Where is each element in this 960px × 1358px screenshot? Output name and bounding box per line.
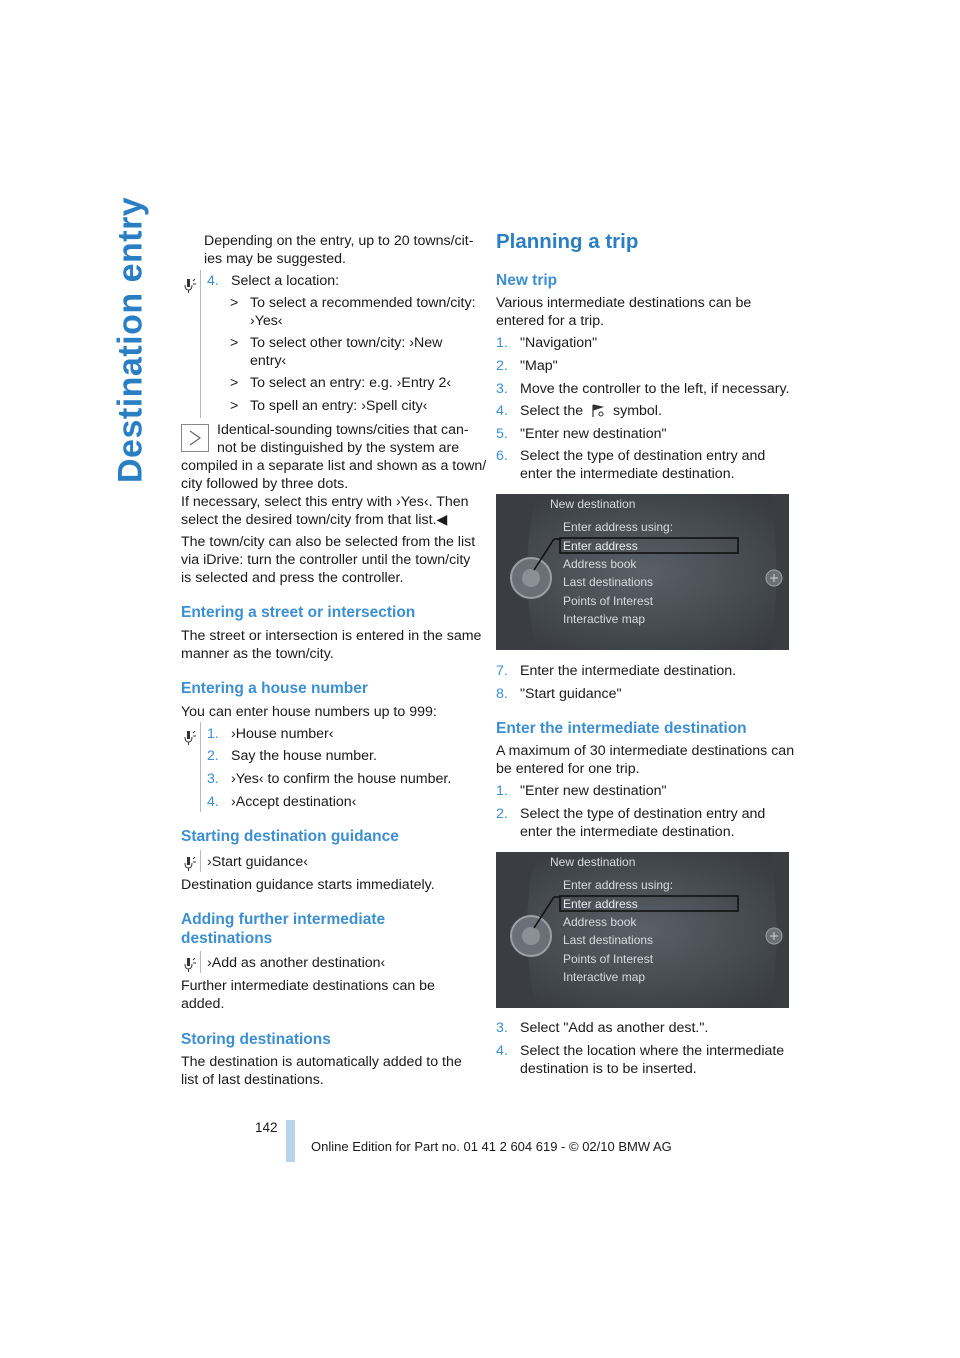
heading-adding: Adding further intermediate — [181, 911, 386, 928]
step-number: 4. — [207, 273, 219, 289]
list-item: 2. Say the house number. — [207, 748, 377, 764]
screen-item-enter-address[interactable]: Enter address — [563, 897, 638, 911]
list-item: 2. "Map" — [496, 358, 558, 374]
bullet-item: > To select a recommended town/city: — [230, 295, 476, 311]
list-item: 2. Select the type of destination entry and — [496, 806, 766, 822]
paragraph-line: The destination is automatically added to the — [181, 1054, 462, 1070]
voice-command-icon — [184, 958, 196, 972]
paragraph-line: via iDrive: turn the controller until the town/city — [181, 552, 471, 568]
heading-new-trip: New trip — [496, 272, 558, 289]
note-line: select the desired town/city from that list.◀ — [181, 512, 448, 528]
heading-street: Entering a street or intersection — [181, 604, 416, 621]
voice-command: ›Start guidance‹ — [207, 854, 308, 870]
list-item: 8. "Start guidance" — [496, 686, 622, 702]
heading-adding-cont: destinations — [181, 930, 273, 947]
voice-block-rule — [200, 722, 201, 812]
paragraph-line: list of last destinations. — [181, 1072, 324, 1088]
screen-frame-graphic — [496, 494, 789, 650]
voice-step-4: 4. Select a location: — [207, 273, 340, 289]
screen-item-interactive-map[interactable]: Interactive map — [563, 612, 646, 626]
section-side-title: Destination entry — [111, 196, 150, 483]
note-line: city followed by three dots. — [181, 476, 349, 492]
voice-block-rule — [200, 951, 201, 973]
voice-block-rule — [200, 850, 201, 872]
screen-item-address-book[interactable]: Address book — [563, 557, 637, 571]
paragraph-line: manner as the town/city. — [181, 646, 334, 662]
heading-enter-intermediate: Enter the intermediate destination — [496, 720, 747, 737]
idrive-screen-1 — [496, 494, 789, 650]
screen-item-poi[interactable]: Points of Interest — [563, 952, 654, 966]
list-item: 7. Enter the intermediate destination. — [496, 663, 737, 679]
list-item: 1. "Navigation" — [496, 335, 598, 351]
bullet-item: > To select an entry: e.g. ›Entry 2‹ — [230, 375, 452, 391]
paragraph-line: added. — [181, 996, 225, 1012]
screen-title: New destination — [550, 855, 636, 869]
heading-start: Starting destination guidance — [181, 828, 399, 845]
destination-flag-icon — [590, 404, 606, 418]
voice-command: ›Add as another destination‹ — [207, 955, 386, 971]
bullet-item-cont: entry‹ — [250, 353, 287, 369]
screen-title: New destination — [550, 497, 636, 511]
list-item: 3. Move the controller to the left, if necessary. — [496, 381, 790, 397]
list-item: 3. ›Yes‹ to confirm the house number. — [207, 771, 452, 787]
heading-planning: Planning a trip — [496, 230, 639, 253]
bullet-item: > To select other town/city: ›New — [230, 335, 443, 351]
footer-accent-bar — [286, 1120, 295, 1162]
list-item: 6. Select the type of destination entry and — [496, 448, 766, 464]
list-item: 1. "Enter new destination" — [496, 783, 667, 799]
screen-heading: Enter address using: — [563, 520, 674, 534]
note-icon — [181, 424, 209, 452]
note-line: not be distinguished by the system are — [217, 440, 460, 456]
list-item-cont: enter the intermediate destination. — [520, 466, 735, 482]
list-item: 4. ›Accept destination‹ — [207, 794, 357, 810]
heading-storing: Storing destinations — [181, 1031, 331, 1048]
paragraph-line: You can enter house numbers up to 999: — [181, 704, 437, 720]
list-item: 4. Select the location where the intermediate — [496, 1043, 785, 1059]
screen-item-poi[interactable]: Points of Interest — [563, 594, 654, 608]
voice-block-rule — [200, 270, 201, 418]
screen-item-last-destinations[interactable]: Last destinations — [563, 933, 654, 947]
screen-item-interactive-map[interactable]: Interactive map — [563, 970, 646, 984]
list-item: 4. Select the symbol. — [496, 403, 662, 419]
idrive-screen-2 — [496, 852, 789, 1008]
paragraph-line: A maximum of 30 intermediate destinations can — [496, 743, 795, 759]
paragraph-line: is selected and press the controller. — [181, 570, 404, 586]
screen-frame-graphic — [496, 852, 789, 1008]
heading-house: Entering a house number — [181, 680, 368, 697]
note-line: Identical-sounding towns/cities that can- — [217, 422, 469, 438]
note-line: If necessary, select this entry with ›Yes‹. Then — [181, 494, 469, 510]
bullet-item: > To spell an entry: ›Spell city‹ — [230, 398, 428, 414]
paragraph-line: The street or intersection is entered in the same — [181, 628, 482, 644]
paragraph-line: Various intermediate destinations can be — [496, 295, 752, 311]
screen-item-last-destinations[interactable]: Last destinations — [563, 575, 654, 589]
screen-item-enter-address[interactable]: Enter address — [563, 539, 638, 553]
voice-command-icon — [184, 857, 196, 871]
paragraph-line: The town/city can also be selected from the list — [181, 534, 476, 550]
voice-command-icon — [184, 731, 196, 745]
screen-heading: Enter address using: — [563, 878, 674, 892]
footer-edition: Online Edition for Part no. 01 41 2 604 619 - © 02/10 BMW AG — [311, 1139, 672, 1154]
paragraph-line: entered for a trip. — [496, 313, 605, 329]
list-item-cont: destination is to be inserted. — [520, 1061, 697, 1077]
paragraph-line: Further intermediate destinations can be — [181, 978, 435, 994]
list-item: 1. ›House number‹ — [207, 726, 334, 742]
screen-item-address-book[interactable]: Address book — [563, 915, 637, 929]
bullet-item-cont: ›Yes‹ — [250, 313, 283, 329]
paragraph-line: be entered for one trip. — [496, 761, 640, 777]
list-item: 5. "Enter new destination" — [496, 426, 667, 442]
note-line: compiled in a separate list and shown as a town/ — [181, 458, 487, 474]
list-item: 3. Select "Add as another dest.". — [496, 1020, 709, 1036]
voice-command-icon — [184, 279, 196, 293]
intro-line-2: ies may be suggested. — [204, 251, 346, 267]
intro-line-1: Depending on the entry, up to 20 towns/cit- — [204, 233, 474, 249]
list-item-cont: enter the intermediate destination. — [520, 824, 735, 840]
paragraph-line: Destination guidance starts immediately. — [181, 877, 435, 893]
page-number: 142 — [255, 1120, 278, 1135]
